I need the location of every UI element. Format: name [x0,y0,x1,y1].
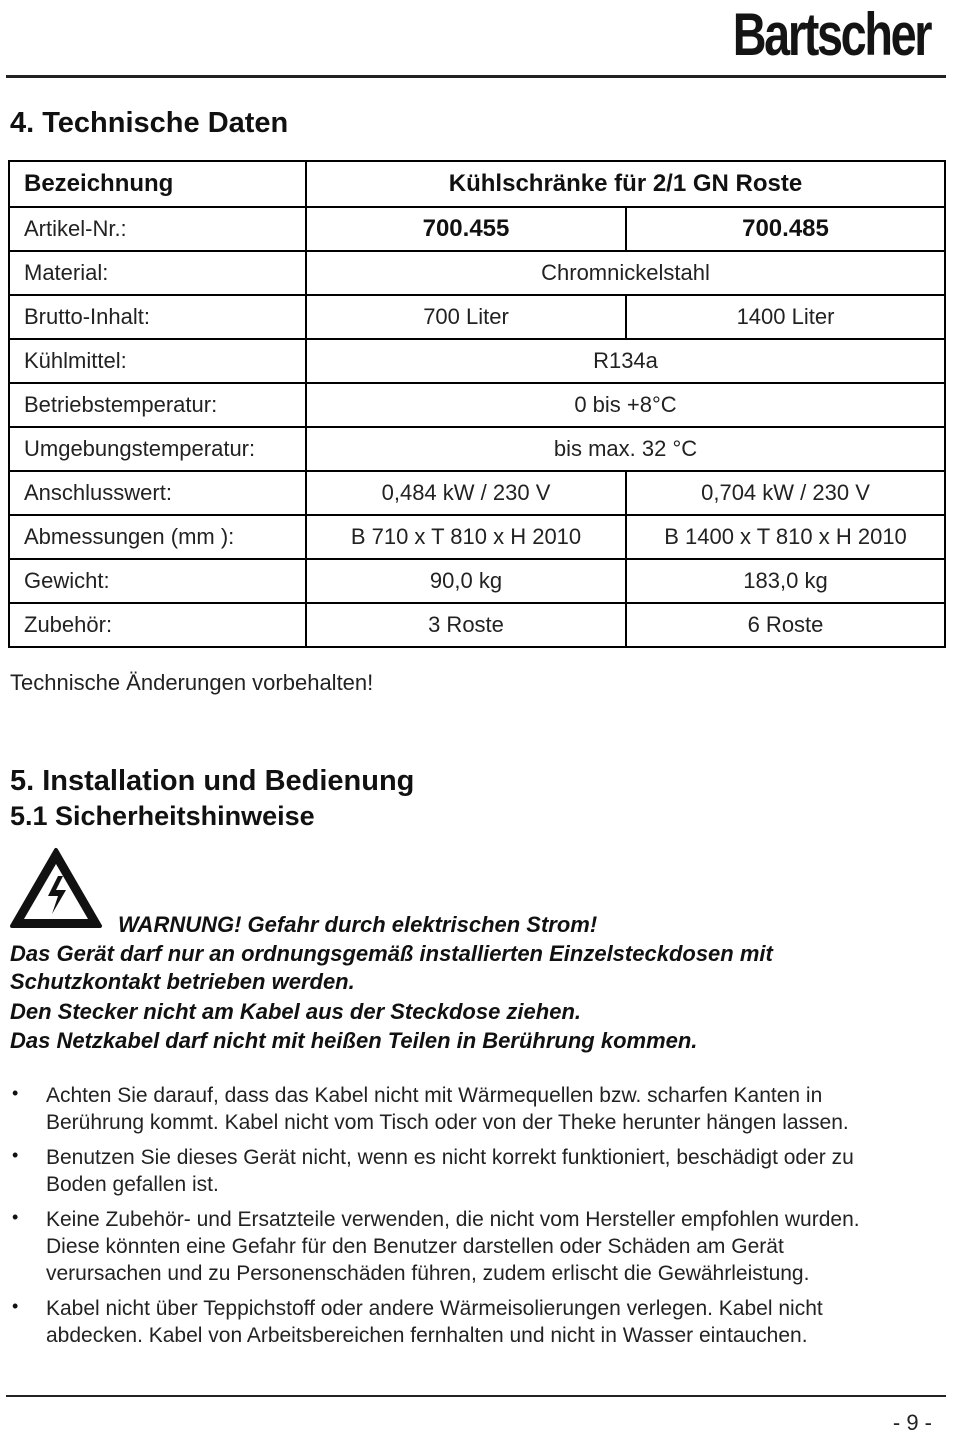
row-label: Abmessungen (mm ): [9,515,306,559]
list-item-line: Berührung kommt. Kabel nicht vom Tisch oder von der Theke herunter hängen lassen. [46,1111,849,1134]
table-header-label: Bezeichnung [9,161,306,207]
row-label: Artikel-Nr.: [9,207,306,251]
row-label: Anschlusswert: [9,471,306,515]
list-item-line: Boden gefallen ist. [46,1173,219,1196]
bullet-dot: • [12,1296,19,1316]
list-item [46,1206,951,1287]
row-label: Betriebstemperatur: [9,383,306,427]
footer-rule [6,1395,946,1397]
row-value-model-1: 700.455 [306,207,626,251]
row-label: Material: [9,251,306,295]
list-item-line: Kabel nicht über Teppichstoff oder andere Wärmeisolierungen verlegen. Kabel nicht [46,1297,823,1320]
row-value: bis max. 32 °C [306,427,945,471]
table-row [9,559,945,603]
section-title-installation: 5. Installation und Bedienung [10,765,415,797]
list-item [46,1082,951,1136]
warning-line: Das Gerät darf nur an ordnungsgemäß installierten Einzelsteckdosen mit [10,941,773,966]
row-label: Gewicht: [9,559,306,603]
list-item-line: Keine Zubehör- und Ersatzteile verwenden, die nicht vom Hersteller empfohlen wurden. [46,1208,860,1231]
row-label: Brutto-Inhalt: [9,295,306,339]
list-item-line: Diese könnten eine Gefahr für den Benutzer darstellen oder Schäden am Gerät [46,1235,784,1258]
list-item [46,1295,951,1349]
bullet-dot: • [12,1083,19,1103]
table-header-row [9,161,945,207]
list-item [46,1144,951,1198]
row-value: 0 bis +8°C [306,383,945,427]
bullet-dot: • [12,1145,19,1165]
row-value-model-2: 183,0 kg [626,559,945,603]
row-value: R134a [306,339,945,383]
table-row [9,515,945,559]
row-value-model-1: 700 Liter [306,295,626,339]
warning-line: Schutzkontakt betrieben werden. [10,969,355,994]
bullet-dot: • [12,1207,19,1227]
table-row [9,339,945,383]
row-value-model-2: 700.485 [626,207,945,251]
header-rule [6,75,946,78]
row-value-model-2: B 1400 x T 810 x H 2010 [626,515,945,559]
row-value-model-1: 90,0 kg [306,559,626,603]
technical-changes-note: Technische Änderungen vorbehalten! [10,670,374,695]
row-label: Kühlmittel: [9,339,306,383]
technical-data-table [8,160,946,648]
section-title-technical-data: 4. Technische Daten [10,107,289,139]
row-value-model-1: B 710 x T 810 x H 2010 [306,515,626,559]
list-item-line: Achten Sie darauf, dass das Kabel nicht mit Wärmequellen bzw. scharfen Kanten in [46,1084,823,1107]
row-label: Zubehör: [9,603,306,647]
brand-logo: Bartscher [732,1,930,68]
table-row [9,603,945,647]
list-item-line: Benutzen Sie dieses Gerät nicht, wenn es nicht korrekt funktioniert, beschädigt oder zu [46,1146,854,1169]
page-number: - 9 - [892,1410,932,1435]
table-row [9,427,945,471]
table-row [9,471,945,515]
table-row [9,251,945,295]
row-value-model-2: 6 Roste [626,603,945,647]
row-value-model-1: 3 Roste [306,603,626,647]
row-value-model-2: 0,704 kW / 230 V [626,471,945,515]
table-row [9,295,945,339]
warning-line: Den Stecker nicht am Kabel aus der Steckdose ziehen. [10,999,581,1024]
row-value: Chromnickelstahl [306,251,945,295]
table-header-value: Kühlschränke für 2/1 GN Roste [306,161,945,207]
warning-line: Das Netzkabel darf nicht mit heißen Teilen in Berührung kommen. [10,1028,698,1053]
row-value-model-2: 1400 Liter [626,295,945,339]
warning-heading: WARNUNG! Gefahr durch elektrischen Strom! [118,912,598,937]
row-label: Umgebungstemperatur: [9,427,306,471]
subsection-title-safety: 5.1 Sicherheitshinweise [10,801,315,831]
list-item-line: abdecken. Kabel von Arbeitsbereichen fernhalten und nicht in Wasser eintauchen. [46,1324,808,1347]
table-row [9,383,945,427]
table-row [9,207,945,251]
electric-hazard-icon [8,846,104,930]
list-item-line: verursachen und zu Personenschäden führen, zudem erlischt die Gewährleistung. [46,1262,810,1285]
row-value-model-1: 0,484 kW / 230 V [306,471,626,515]
